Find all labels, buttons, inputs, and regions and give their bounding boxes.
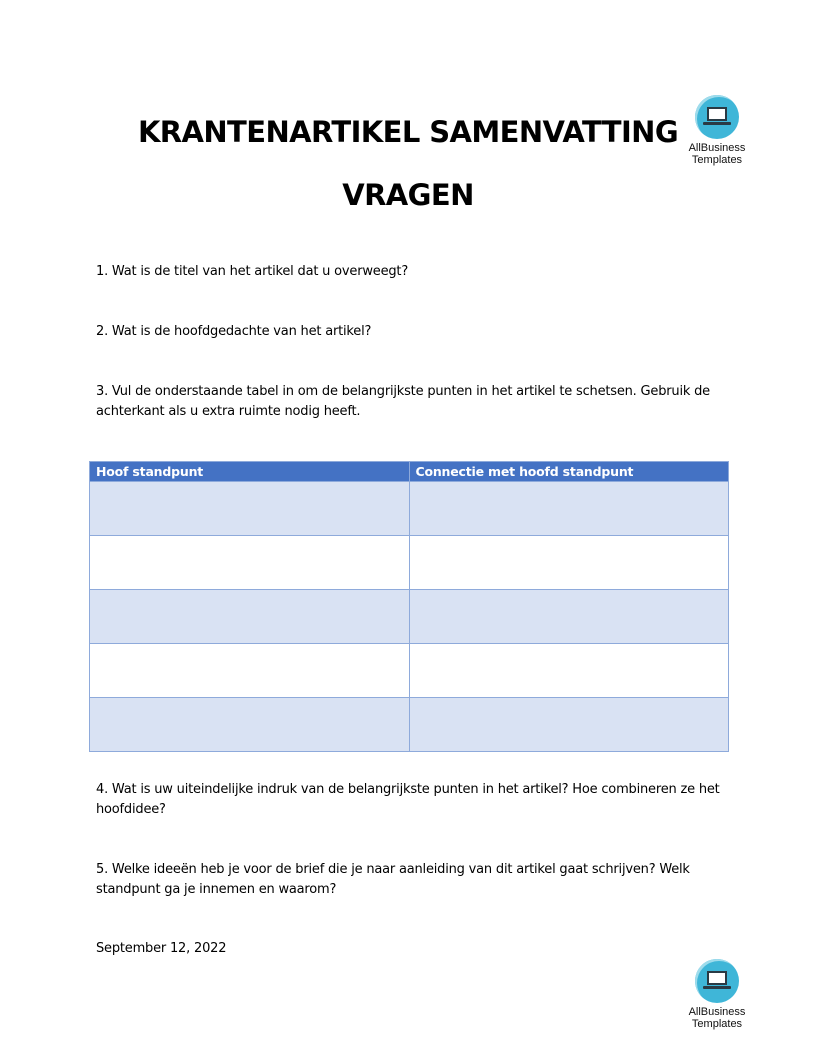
question-5: 5. Welke ideeën heb je voor de brief die je naar aanleiding van dit artikel gaat schrijven? Welk standpunt ga je innemen en waarom? [96,862,690,897]
question-3: 3. Vul de onderstaande tabel in om de belangrijkste punten in het artikel te schetsen. Gebruik de achterkant als u extra ruimte nodig heeft. [96,384,710,419]
logo-line1: AllBusiness [688,1006,746,1018]
table-cell[interactable] [90,698,410,752]
main-points-table [89,461,729,752]
document-title: KRANTENARTIKEL SAMENVATTING [137,115,679,149]
logo-line2: Templates [691,154,743,166]
table-row [90,590,729,644]
document-subtitle: VRAGEN [342,178,474,212]
logo-line2: Templates [691,1018,743,1030]
table-cell[interactable] [409,590,729,644]
question-1: 1. Wat is de titel van het artikel dat u overweegt? [96,264,409,279]
laptop-icon [695,959,739,1003]
table-cell[interactable] [90,536,410,590]
table-row [90,644,729,698]
table-row [90,482,729,536]
table-cell[interactable] [90,644,410,698]
table-cell[interactable] [409,698,729,752]
table-cell[interactable] [409,536,729,590]
logo-caption [677,1006,757,1030]
table-cell[interactable] [90,482,410,536]
question-2: 2. Wat is de hoofdgedachte van het artikel? [96,324,372,339]
column-header-main-point: Hoof standpunt [90,462,410,482]
document-date: September 12, 2022 [96,941,227,956]
question-4: 4. Wat is uw uiteindelijke indruk van de belangrijkste punten in het artikel? Hoe combineren ze het hoofdidee? [96,782,720,817]
table-header-row [90,462,729,482]
table-cell[interactable] [409,482,729,536]
table-cell[interactable] [90,590,410,644]
table-row [90,698,729,752]
logo-line1: AllBusiness [688,142,746,154]
table-cell[interactable] [409,644,729,698]
column-header-connection: Connectie met hoofd standpunt [409,462,729,482]
allbusiness-logo-bottom [677,959,757,1030]
table-row [90,536,729,590]
